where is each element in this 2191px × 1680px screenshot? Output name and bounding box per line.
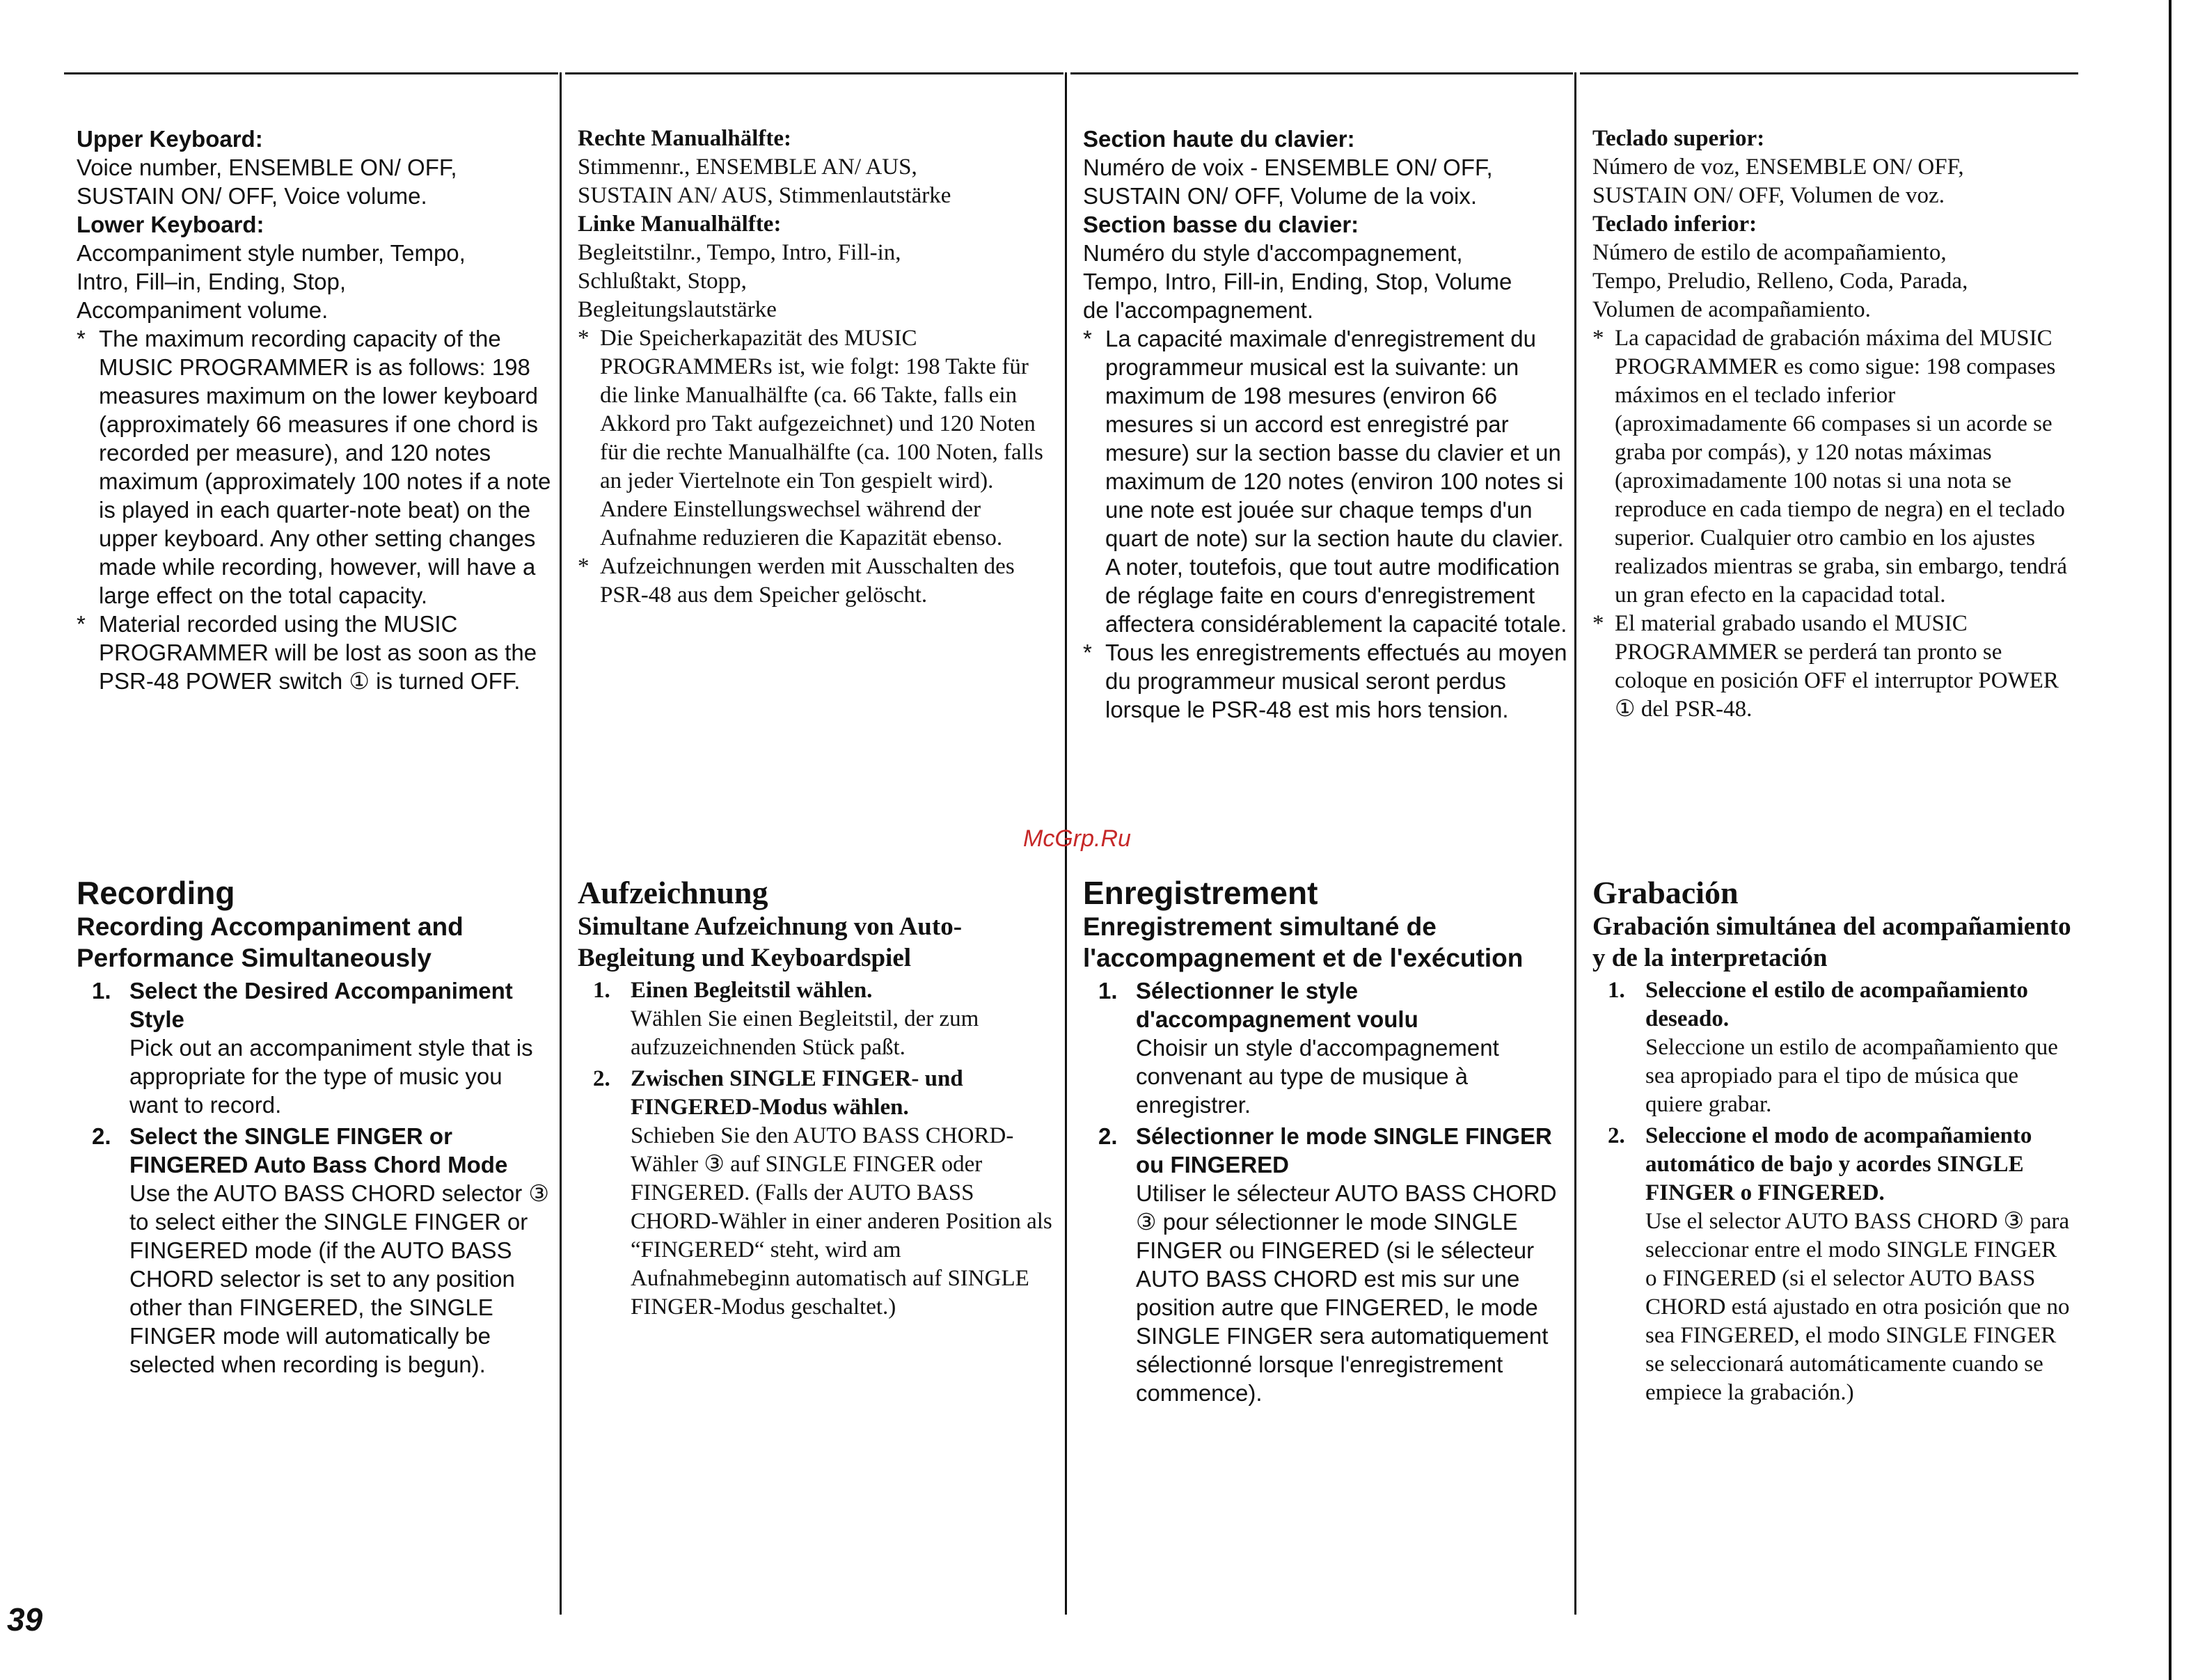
lower-keyboard-line: de l'accompagnement. xyxy=(1083,297,1313,323)
note-power-off xyxy=(77,610,553,695)
watermark: McGrp.Ru xyxy=(1023,825,1131,852)
note-capacity-text: La capacité maximale d'enregistrement du programmeur musical est la suivante: un maximum de 198 mesures (environ 66 mesures si un accord est enregistré par mesure) sur la section basse du clavier et un maximum de 120 notes (environ 100 notes si une note est jouée sur chaque temps d'un quart de note) sur la section haute du clavier. A noter, toutefois, que tout autre modification de réglage faite en cours d'enregistrement affectera considérablement la capacité totale. xyxy=(1105,326,1567,637)
section-title: Enregistrement xyxy=(1083,875,1318,911)
keyboard-settings-block xyxy=(1592,125,2073,724)
page-edge xyxy=(2169,0,2172,1680)
lower-keyboard-line: Accompaniment volume. xyxy=(77,297,329,323)
step-2 xyxy=(1592,1122,2073,1407)
section-title: Grabación xyxy=(1592,875,1739,910)
upper-keyboard-label: Section haute du clavier: xyxy=(1083,126,1355,152)
asterisk-bullet-icon: * xyxy=(578,554,590,579)
upper-keyboard-line: SUSTAIN ON/ OFF, Volumen de voz. xyxy=(1592,183,1945,208)
step-body: Choisir un style d'accompagnement convenant au type de musique à enregistrer. xyxy=(1136,1035,1499,1118)
note-power-off xyxy=(578,553,1058,610)
upper-keyboard-line: Stimmennr., ENSEMBLE AN/ AUS, xyxy=(578,154,917,180)
upper-keyboard-line: Numéro de voix - ENSEMBLE ON/ OFF, xyxy=(1083,154,1493,180)
lower-keyboard-label: Section basse du clavier: xyxy=(1083,212,1359,237)
asterisk-bullet-icon: * xyxy=(578,326,590,351)
asterisk-bullet-icon: * xyxy=(1592,326,1604,351)
step-2 xyxy=(1083,1122,1567,1407)
note-power-off-text: Material recorded using the MUSIC PROGRAMMER will be lost as soon as the PSR-48 POWER switch ① is turned OFF. xyxy=(99,611,537,694)
step-body: Pick out an accompaniment style that is appropriate for the type of music you want to record. xyxy=(129,1035,533,1118)
keyboard-settings-block xyxy=(1083,125,1567,724)
upper-keyboard-label: Rechte Manualhälfte: xyxy=(578,126,792,151)
lower-keyboard-label: Linke Manualhälfte: xyxy=(578,212,782,237)
keyboard-settings-block xyxy=(77,125,553,695)
note-power-off-text: El material grabado usando el MUSIC PROGRAMMER se perderá tan pronto se coloque en posición OFF el interruptor POWER ① del PSR-48. xyxy=(1615,611,2059,722)
step-number: 2. xyxy=(92,1123,111,1149)
asterisk-bullet-icon: * xyxy=(77,611,86,637)
step-body: Use the AUTO BASS CHORD selector ③ to select either the SINGLE FINGER or FINGERED mode (if the AUTO BASS CHORD selector is set to any position other than FINGERED, the SINGLE FINGER mode will automatically be selected when recording is begun). xyxy=(129,1180,549,1377)
lower-keyboard-line: Numéro du style d'accompagnement, xyxy=(1083,240,1463,266)
step-title: Select the SINGLE FINGER or FINGERED Auto Bass Chord Mode xyxy=(129,1123,508,1178)
keyboard-settings-block xyxy=(578,125,1058,610)
recording-section xyxy=(1083,875,1567,1407)
lower-keyboard-line: Tempo, Preludio, Relleno, Coda, Parada, xyxy=(1592,269,1968,294)
section-subtitle: Enregistrement simultané de l'accompagnement et de l'exécution xyxy=(1083,912,1524,972)
step-number: 2. xyxy=(1098,1123,1118,1149)
lower-keyboard-line: Schlußtakt, Stopp, xyxy=(578,269,747,294)
section-subtitle: Simultane Aufzeichnung von Auto-Begleitung und Keyboardspiel xyxy=(578,912,963,972)
note-capacity-text: The maximum recording capacity of the MUSIC PROGRAMMER is as follows: 198 measures maximum on the lower keyboard (approximately 66 measures if one chord is recorded per measure), and 120 notes maximum (approximately 100 notes if a note is played in each quarter-note beat) on the upper keyboard. Any other setting changes made while recording, however, will have a large effect on the total capacity. xyxy=(99,326,551,608)
lower-keyboard-line: Número de estilo de acompañamiento, xyxy=(1592,240,1947,265)
step-title: Seleccione el estilo de acompañamiento deseado. xyxy=(1645,978,2028,1031)
step-number: 2. xyxy=(593,1066,610,1091)
note-power-off-text: Aufzeichnungen werden mit Ausschalten des PSR-48 aus dem Speicher gelöscht. xyxy=(600,554,1015,608)
step-body: Schieben Sie den AUTO BASS CHORD-Wähler ③ auf SINGLE FINGER oder FINGERED. (Falls der AUTO BASS CHORD-Wähler in einer anderen Position als “FINGERED“ steht, wird am Aufnahmebeginn automatisch auf SINGLE FINGER-Modus geschaltet.) xyxy=(631,1123,1052,1320)
step-number: 1. xyxy=(1608,978,1625,1003)
note-power-off xyxy=(1592,610,2073,724)
step-number: 1. xyxy=(1098,978,1118,1004)
asterisk-bullet-icon: * xyxy=(1083,640,1092,665)
column-divider xyxy=(1574,72,1576,1615)
step-1 xyxy=(77,976,553,1119)
step-2 xyxy=(578,1065,1058,1322)
step-1 xyxy=(1592,976,2073,1119)
note-capacity-text: Die Speicherkapazität des MUSIC PROGRAMMERs ist, wie folgt: 198 Takte für die linke Manualhälfte (ca. 66 Takte, falls ein Akkord pro Takt aufgezeichnet) und 120 Noten für die rechte Manualhälfte (ca. 100 Noten, falls an jeder Viertelnote ein Ton gespielt wird). Andere Einstellungswechsel während der Aufnahme reduzieren die Kapazität ebenso. xyxy=(600,326,1043,550)
column-spanish xyxy=(1580,72,2078,1610)
upper-keyboard-label: Upper Keyboard: xyxy=(77,126,263,152)
recording-section xyxy=(578,875,1058,1322)
step-number: 2. xyxy=(1608,1123,1625,1148)
recording-section xyxy=(1592,875,2073,1407)
note-capacity xyxy=(77,324,553,610)
page-number: 39 xyxy=(7,1601,43,1638)
lower-keyboard-line: Intro, Fill–in, Ending, Stop, xyxy=(77,269,347,294)
section-title: Recording xyxy=(77,875,235,911)
step-body: Wählen Sie einen Begleitstil, der zum aufzuzeichnenden Stück paßt. xyxy=(631,1006,979,1060)
column-divider xyxy=(560,72,562,1615)
note-capacity xyxy=(578,324,1058,553)
step-title: Zwischen SINGLE FINGER- und FINGERED-Modus wählen. xyxy=(631,1066,963,1120)
note-capacity-text: La capacidad de grabación máxima del MUSIC PROGRAMMER es como sigue: 198 compases máximos en el teclado inferior (aproximadamente 66 compases si un acorde se graba por compás), y 120 notas máximas (aproximadamente 100 notas si una nota se reproduce en cada tiempo de negra) en el teclado superior. Cualquier otro cambio en los ajustes realizados mientras se graba, sin embargo, tendrá un gran efecto en la capacidad total. xyxy=(1615,326,2067,608)
lower-keyboard-label: Teclado inferior: xyxy=(1592,212,1757,237)
section-subtitle: Grabación simultánea del acompañamiento y de la interpretación xyxy=(1592,912,2071,972)
note-capacity xyxy=(1592,324,2073,610)
upper-keyboard-line: Número de voz, ENSEMBLE ON/ OFF, xyxy=(1592,154,1964,180)
step-number: 1. xyxy=(593,978,610,1003)
lower-keyboard-line: Tempo, Intro, Fill-in, Ending, Stop, Volume xyxy=(1083,269,1512,294)
step-title: Sélectionner le style d'accompagnement voulu xyxy=(1136,978,1418,1032)
upper-keyboard-line: SUSTAIN AN/ AUS, Stimmenlautstärke xyxy=(578,183,951,208)
section-subtitle: Recording Accompaniment and Performance Simultaneously xyxy=(77,912,464,972)
note-capacity xyxy=(1083,324,1567,638)
upper-keyboard-line: SUSTAIN ON/ OFF, Volume de la voix. xyxy=(1083,183,1478,209)
step-1 xyxy=(1083,976,1567,1119)
upper-keyboard-line: SUSTAIN ON/ OFF, Voice volume. xyxy=(77,183,427,209)
upper-keyboard-label: Teclado superior: xyxy=(1592,126,1765,151)
step-1 xyxy=(578,976,1058,1062)
column-english xyxy=(64,72,558,1610)
step-2 xyxy=(77,1122,553,1379)
column-french xyxy=(1070,72,1573,1610)
step-title: Sélectionner le mode SINGLE FINGER ou FINGERED xyxy=(1136,1123,1552,1178)
section-title: Aufzeichnung xyxy=(578,875,768,910)
step-title: Einen Begleitstil wählen. xyxy=(631,978,873,1003)
asterisk-bullet-icon: * xyxy=(77,326,86,351)
step-title: Select the Desired Accompaniment Style xyxy=(129,978,513,1032)
column-german xyxy=(565,72,1063,1610)
lower-keyboard-line: Begleitstilnr., Tempo, Intro, Fill-in, xyxy=(578,240,901,265)
upper-keyboard-line: Voice number, ENSEMBLE ON/ OFF, xyxy=(77,154,457,180)
note-power-off-text: Tous les enregistrements effectués au moyen du programmeur musical seront perdus lorsque le PSR-48 est mis hors tension. xyxy=(1105,640,1567,722)
lower-keyboard-label: Lower Keyboard: xyxy=(77,212,264,237)
step-number: 1. xyxy=(92,978,111,1004)
step-title: Seleccione el modo de acompañamiento automático de bajo y acordes SINGLE FINGER o FINGERED. xyxy=(1645,1123,2032,1205)
step-body: Utiliser le sélecteur AUTO BASS CHORD ③ pour sélectionner le mode SINGLE FINGER ou FINGERED (si le sélecteur AUTO BASS CHORD est mis sur une position autre que FINGERED, le mode SINGLE FINGER sera automatiquement sélectionné lorsque l'enregistrement commence). xyxy=(1136,1180,1557,1406)
note-power-off xyxy=(1083,638,1567,724)
lower-keyboard-line: Volumen de acompañamiento. xyxy=(1592,297,1871,322)
step-body: Seleccione un estilo de acompañamiento que sea apropiado para el tipo de música que quiere grabar. xyxy=(1645,1035,2058,1117)
recording-section xyxy=(77,875,553,1379)
step-body: Use el selector AUTO BASS CHORD ③ para seleccionar entre el modo SINGLE FINGER o FINGERED (si el selector AUTO BASS CHORD está ajustado en otra posición que no sea FINGERED, el modo SINGLE FINGER se seleccionará automáticamente cuando se empiece la grabación.) xyxy=(1645,1209,2070,1405)
asterisk-bullet-icon: * xyxy=(1083,326,1092,351)
lower-keyboard-line: Begleitungslautstärke xyxy=(578,297,777,322)
lower-keyboard-line: Accompaniment style number, Tempo, xyxy=(77,240,466,266)
asterisk-bullet-icon: * xyxy=(1592,611,1604,636)
